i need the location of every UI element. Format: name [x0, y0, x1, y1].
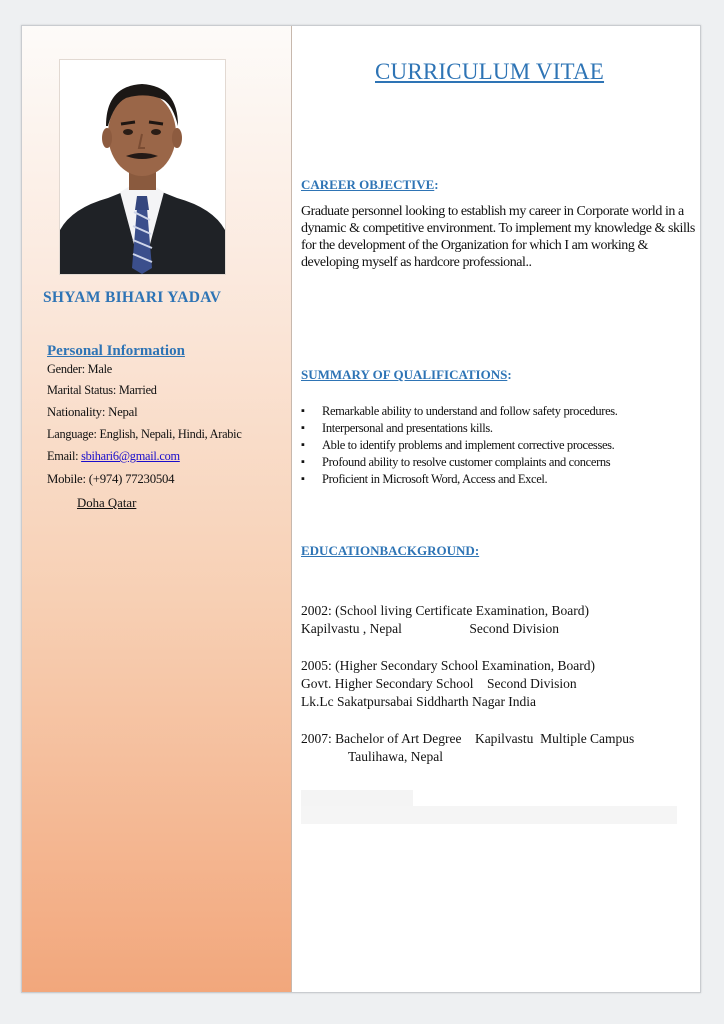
language-line: Language: English, Nepali, Hindi, Arabic	[47, 427, 242, 441]
email-line	[47, 449, 180, 464]
qualifications-colon: :	[507, 367, 512, 382]
education-line: Kapilvastu , Nepal Second Division	[301, 621, 559, 636]
email-label: Email:	[47, 449, 82, 463]
nationality-line: Nationality: Nepal	[47, 405, 138, 419]
cv-page	[21, 25, 701, 993]
list-item: ▪ Able to identify problems and implement corrective processes.	[301, 437, 618, 454]
personal-info-heading: Personal Information	[47, 343, 185, 359]
list-item: ▪ Proficient in Microsoft Word, Access and Excel.	[301, 471, 618, 488]
email-link[interactable]: sbihari6@gmail.com	[81, 449, 180, 463]
education-heading-text: EDUCATIONBACKGROUND:	[301, 543, 480, 558]
education-line: Govt. Higher Secondary School Second Division	[301, 676, 577, 691]
list-item: ▪ Profound ability to resolve customer complaints and concerns	[301, 454, 618, 471]
qualifications-list	[301, 403, 618, 488]
education-line: 2005: (Higher Secondary School Examination, Board)	[301, 658, 595, 673]
mobile-line: Mobile: (+974) 77230504	[47, 472, 175, 486]
sidebar	[22, 26, 292, 992]
faded-block	[301, 806, 677, 824]
career-objective-heading	[301, 177, 439, 193]
education-line: Lk.Lc Sakatpursabai Siddharth Nagar India	[301, 694, 537, 709]
profile-photo	[59, 59, 226, 275]
city-line: Doha Qatar	[77, 496, 137, 510]
career-objective-heading-text: CAREER OBJECTIVE	[301, 177, 435, 192]
qualifications-heading-text: SUMMARY OF QUALIFICATIONS	[301, 367, 508, 382]
education-entry-2005	[301, 657, 595, 711]
education-line: 2007: Bachelor of Art Degree Kapilvastu Multiple Campus	[301, 731, 635, 746]
education-entry-2002	[301, 602, 589, 638]
document-title: CURRICULUM VITAE	[375, 59, 605, 84]
education-line: Taulihawa, Nepal	[301, 749, 444, 764]
career-objective-colon: :	[434, 177, 439, 192]
gender-line: Gender: Male	[47, 362, 112, 376]
list-item: ▪ Interpersonal and presentations kills.	[301, 420, 618, 437]
candidate-name: SHYAM BIHARI YADAV	[43, 289, 222, 306]
faded-block	[301, 790, 413, 806]
list-item: ▪ Remarkable ability to understand and follow safety procedures.	[301, 403, 618, 420]
career-objective-text: Graduate personnel looking to establish my career in Corporate world in a dynamic & competitive environment. To implement my knowledge & skills for the development of the Organization for which I am working & developing myself as hardcore professional..	[301, 204, 695, 270]
education-entry-2007	[301, 730, 634, 766]
education-line: 2002: (School living Certificate Examination, Board)	[301, 603, 589, 618]
qualifications-heading	[301, 367, 512, 383]
marital-status-line: Marital Status: Married	[47, 383, 157, 397]
education-heading	[301, 543, 479, 559]
